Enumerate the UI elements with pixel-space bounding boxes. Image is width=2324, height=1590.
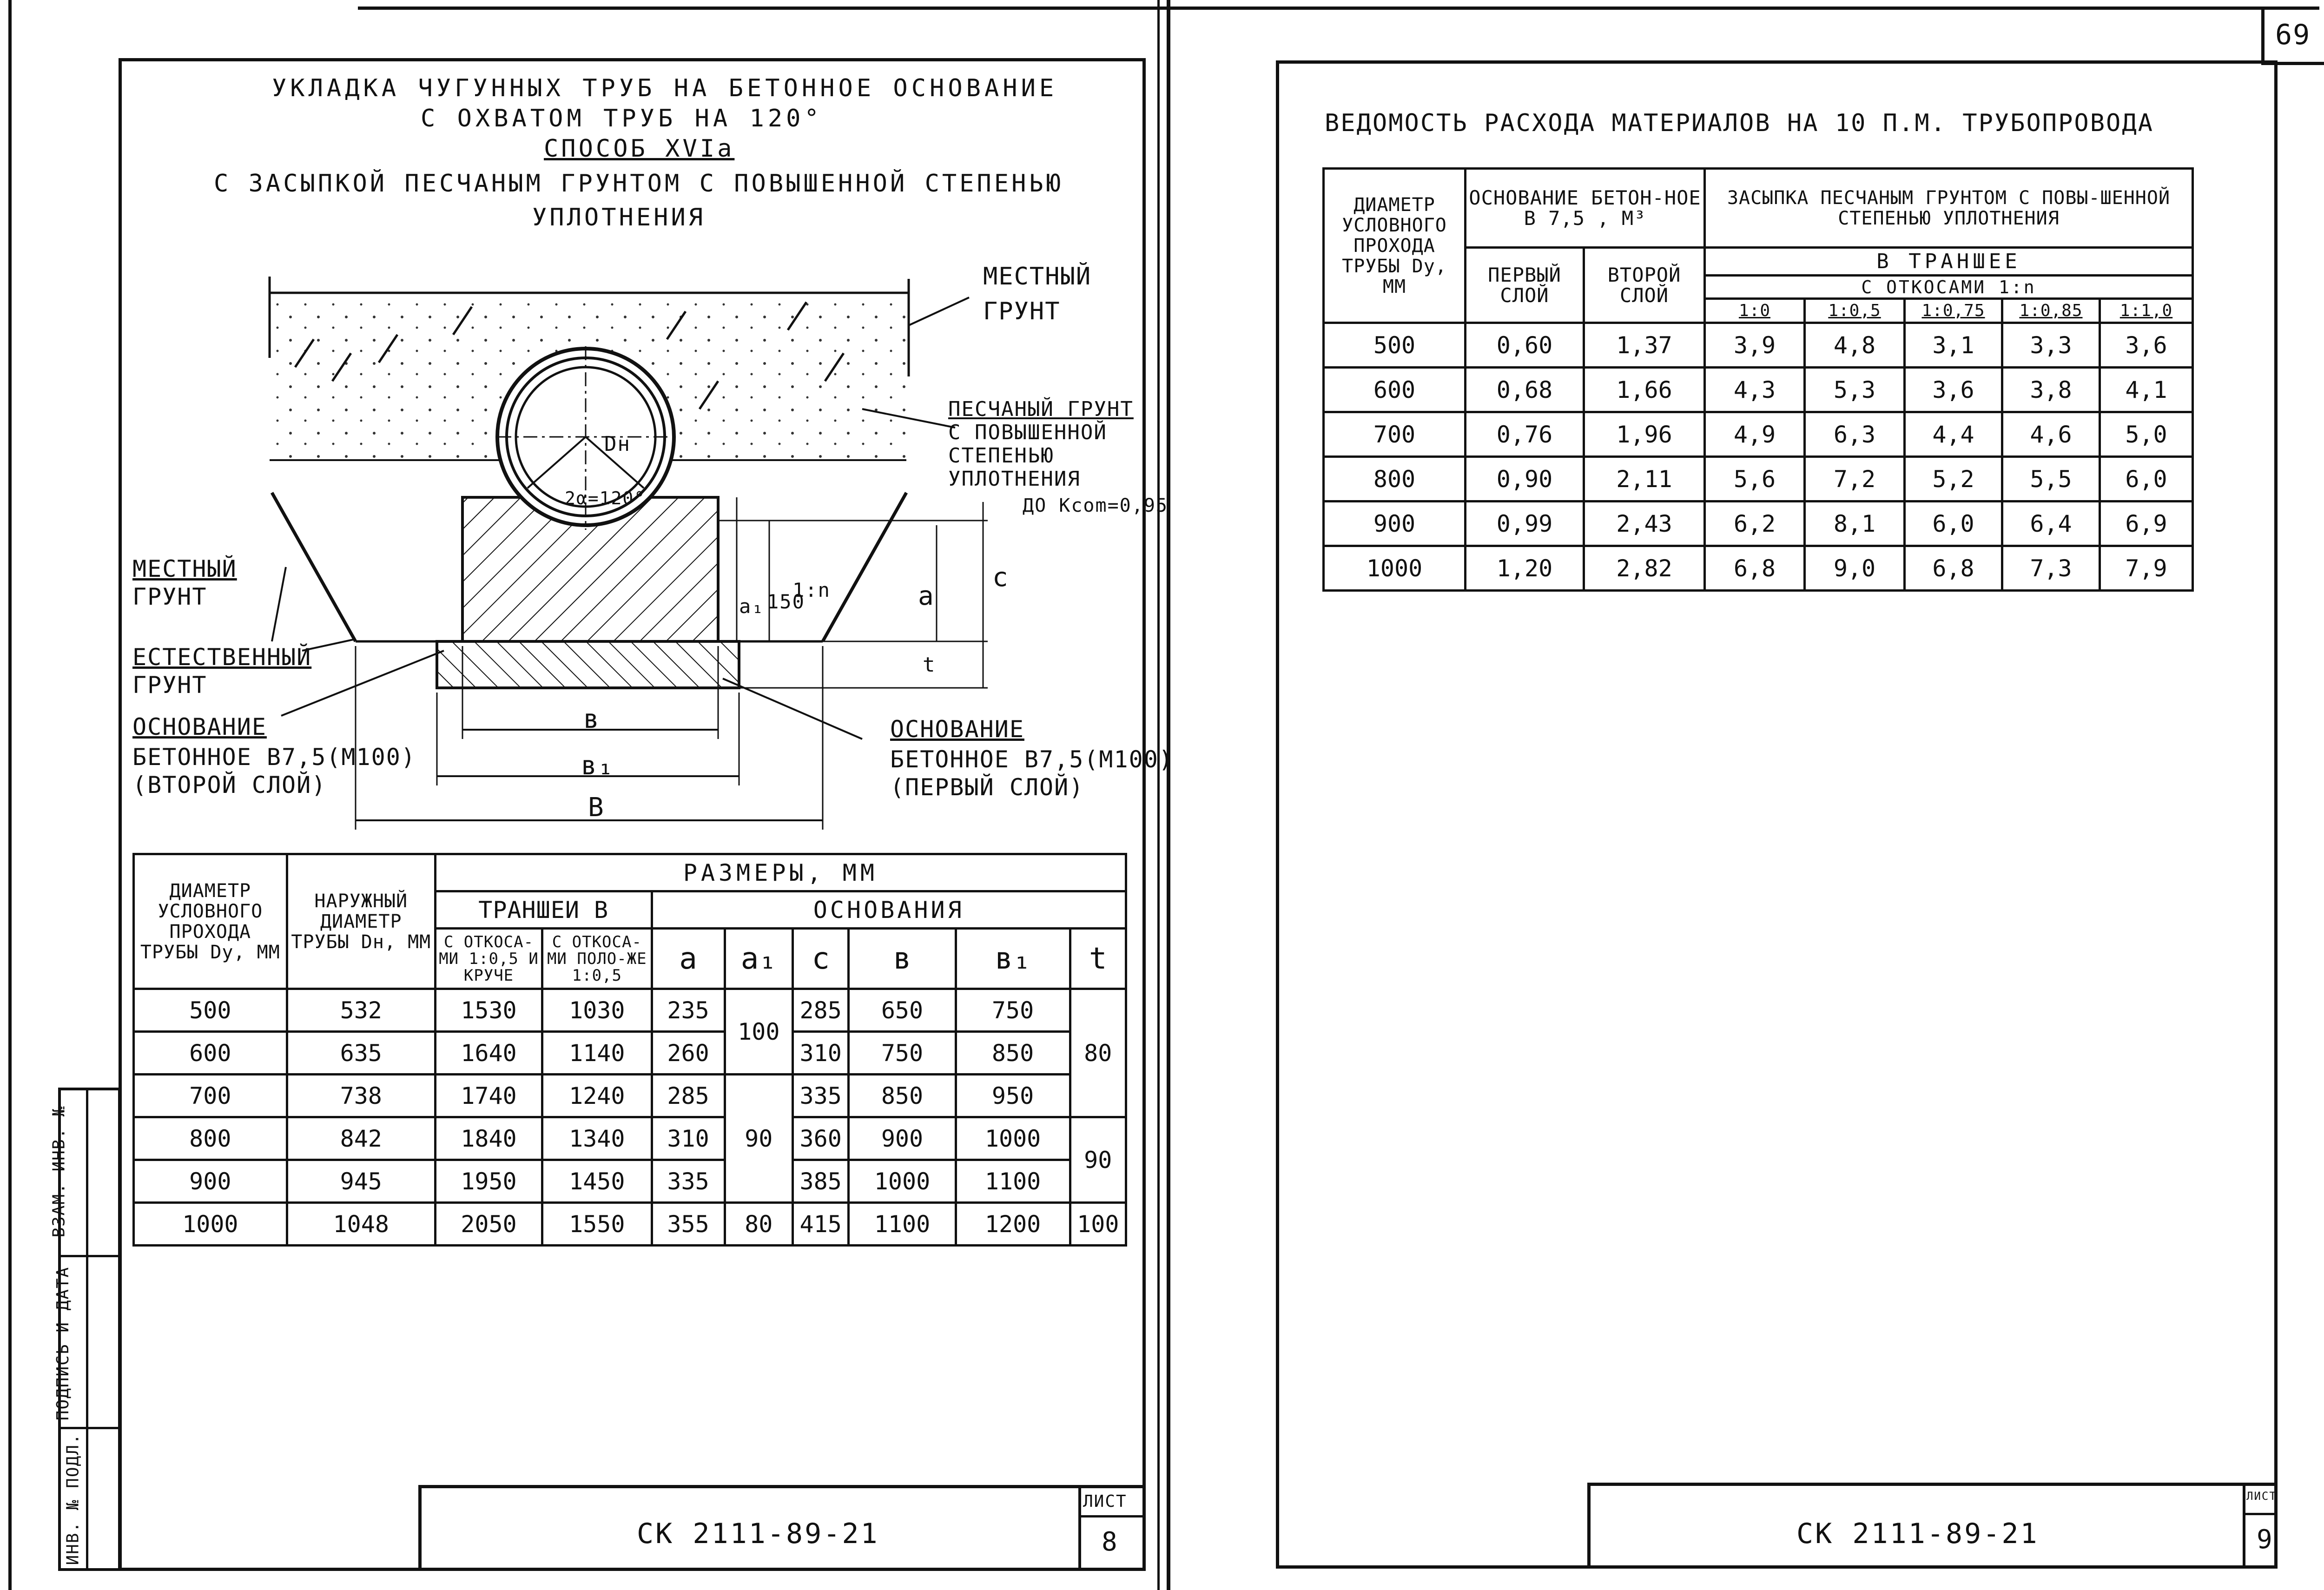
table-cell: 1530: [435, 989, 542, 1032]
table-cell: 738: [287, 1075, 435, 1117]
side-label-inventory: ИНВ. № ПОДЛ.: [63, 1433, 83, 1565]
table-cell: 7,2: [1805, 457, 1905, 501]
header-slope: 1:0,85: [2002, 299, 2100, 323]
label-sandy-soil-2: С ПОВЫШЕННОЙ: [948, 421, 1107, 444]
dim-dn: Dн: [604, 432, 631, 456]
table-cell: 1,20: [1466, 546, 1584, 591]
label-local-soil-top-2: ГРУНТ: [983, 297, 1061, 325]
table-cell: 3,9: [1705, 323, 1805, 368]
header-c: c: [793, 929, 849, 989]
table-cell: 8,1: [1805, 501, 1905, 546]
center-fold-line: [1167, 0, 1170, 1590]
right-title-block-divider: [2243, 1483, 2245, 1569]
pipe-dimensions-table: [132, 853, 1127, 1247]
table-cell: 1000: [1324, 546, 1466, 591]
table-cell: 5,3: [1805, 368, 1905, 412]
header-fill: ЗАСЫПКА ПЕСЧАНЫМ ГРУНТОМ С ПОВЫ-ШЕННОЙ СТЕПЕНЬЮ УПЛОТНЕНИЯ: [1705, 169, 2193, 248]
label-base-first-1: ОСНОВАНИЕ: [890, 716, 1024, 743]
header-dn: НАРУЖНЫЙ ДИАМЕТР ТРУБЫ Dн, ММ: [287, 854, 435, 989]
table-cell: 700: [1324, 412, 1466, 457]
table-cell: 650: [849, 989, 956, 1032]
table-cell: 5,5: [2002, 457, 2100, 501]
table-cell: 6,4: [2002, 501, 2100, 546]
table-cell: 800: [134, 1117, 287, 1160]
table-cell-t-group: 80: [1070, 989, 1126, 1117]
table-cell: 6,3: [1805, 412, 1905, 457]
table-cell: 2050: [435, 1203, 542, 1246]
table-cell: 285: [793, 989, 849, 1032]
header-base: ОСНОВАНИЯ: [652, 891, 1126, 929]
table-cell: 6,2: [1705, 501, 1805, 546]
materials-table: [1322, 167, 2194, 592]
header-trench: В ТРАНШЕЕ: [1705, 248, 2193, 276]
table-cell: 800: [1324, 457, 1466, 501]
header-dy: ДИАМЕТР УСЛОВНОГО ПРОХОДА ТРУБЫ Dу, ММ: [134, 854, 287, 989]
table-cell: 532: [287, 989, 435, 1032]
dim-slope: 1:n: [792, 579, 831, 601]
table-cell-a1-group: 100: [725, 989, 793, 1075]
table-cell: 1240: [542, 1075, 652, 1117]
label-natural-soil-1: ЕСТЕСТВЕННЫЙ: [132, 644, 312, 671]
dim-b1: в₁: [581, 751, 614, 781]
table-cell: 0,60: [1466, 323, 1584, 368]
table-cell: 1450: [542, 1160, 652, 1203]
dim-angle: 2α=120°: [565, 488, 646, 508]
left-subtitle-line1: С ЗАСЫПКОЙ ПЕСЧАНЫМ ГРУНТОМ С ПОВЫШЕННОЙ СТЕПЕНЬЮ: [214, 170, 1064, 198]
table-cell: 0,90: [1466, 457, 1584, 501]
header-t: t: [1070, 929, 1126, 989]
table-cell: 335: [652, 1160, 725, 1203]
header-trench: ТРАНШЕИ В: [435, 891, 652, 929]
header-slope: 1:0,5: [1805, 299, 1905, 323]
method-label: СПОСОБ XVIа: [544, 135, 735, 163]
table-cell: 235: [652, 989, 725, 1032]
left-title-block-hline: [1078, 1515, 1146, 1517]
table-cell: 1,96: [1584, 412, 1705, 457]
left-title-block-divider: [1078, 1485, 1081, 1571]
table-cell: 2,43: [1584, 501, 1705, 546]
table-cell: 3,3: [2002, 323, 2100, 368]
left-sheet-number: 8: [1102, 1527, 1118, 1557]
header-b: в: [849, 929, 956, 989]
right-drawing-code: СК 2111-89-21: [1796, 1517, 2039, 1550]
side-label-replaced: ВЗАМ. ИНВ. №: [49, 1105, 69, 1238]
table-cell: 850: [956, 1032, 1070, 1075]
label-sandy-soil-1: ПЕСЧАНЫЙ ГРУНТ: [948, 397, 1134, 421]
label-local-soil-left-1: МЕСТНЫЙ: [132, 555, 237, 582]
table-cell: 1640: [435, 1032, 542, 1075]
label-local-soil-left-2: ГРУНТ: [132, 583, 207, 610]
table-cell: 600: [134, 1032, 287, 1075]
side-label-signature: ПОДПИСЬ И ДАТА: [53, 1266, 73, 1421]
page-number: 69: [2275, 19, 2311, 51]
label-natural-soil-2: ГРУНТ: [132, 672, 207, 699]
table-cell-a1-group: 80: [725, 1203, 793, 1246]
table-cell: 1340: [542, 1117, 652, 1160]
table-cell: 1000: [849, 1160, 956, 1203]
left-sheet-label: ЛИСТ: [1083, 1492, 1127, 1511]
table-cell: 900: [1324, 501, 1466, 546]
label-sandy-soil-3: СТЕПЕНЬЮ: [948, 444, 1054, 468]
dim-b-big: В: [588, 792, 605, 823]
header-slope: 1:0: [1705, 299, 1805, 323]
table-cell: 1030: [542, 989, 652, 1032]
header-slopes: С ОТКОСАМИ 1:n: [1705, 276, 2193, 299]
table-cell: 3,6: [1905, 368, 2002, 412]
header-first-layer: ПЕРВЫЙ СЛОЙ: [1466, 248, 1584, 323]
table-cell: 3,6: [2100, 323, 2193, 368]
header-b1: в₁: [956, 929, 1070, 989]
header-flat: С ОТКОСА-МИ ПОЛО-ЖЕ 1:0,5: [542, 929, 652, 989]
table-cell: 0,76: [1466, 412, 1584, 457]
right-title-block-hline: [2243, 1513, 2278, 1515]
table-cell: 335: [793, 1075, 849, 1117]
table-cell: 5,0: [2100, 412, 2193, 457]
header-slope: 1:0,75: [1905, 299, 2002, 323]
table-cell: 950: [956, 1075, 1070, 1117]
table-cell: 6,8: [1705, 546, 1805, 591]
table-cell: 600: [1324, 368, 1466, 412]
table-cell: 3,1: [1905, 323, 2002, 368]
header-second-layer: ВТОРОЙ СЛОЙ: [1584, 248, 1705, 323]
table-cell: 1550: [542, 1203, 652, 1246]
table-cell: 9,0: [1805, 546, 1905, 591]
table-cell: 6,0: [1905, 501, 2002, 546]
table-cell-t-group: 100: [1070, 1203, 1126, 1246]
table-cell: 850: [849, 1075, 956, 1117]
table-cell: 260: [652, 1032, 725, 1075]
table-cell: 6,0: [2100, 457, 2193, 501]
table-cell: 1100: [956, 1160, 1070, 1203]
table-cell: 1,66: [1584, 368, 1705, 412]
header-dy: ДИАМЕТР УСЛОВНОГО ПРОХОДА ТРУБЫ Dу, ММ: [1324, 169, 1466, 323]
dim-a: a: [918, 581, 935, 611]
table-cell: 842: [287, 1117, 435, 1160]
table-cell: 4,9: [1705, 412, 1805, 457]
table-cell: 7,3: [2002, 546, 2100, 591]
table-cell: 7,9: [2100, 546, 2193, 591]
table-cell: 310: [652, 1117, 725, 1160]
table-cell: 700: [134, 1075, 287, 1117]
right-sheet-label: ЛИСТ: [2246, 1490, 2277, 1503]
label-base-first-2: БЕТОННОЕ В7,5(М100): [890, 746, 1174, 773]
header-slope: 1:1,0: [2100, 299, 2193, 323]
table-cell: 1200: [956, 1203, 1070, 1246]
header-sizes: РАЗМЕРЫ, ММ: [435, 854, 1126, 891]
dim-150: 150: [767, 590, 805, 613]
label-base-second-3: (ВТОРОЙ СЛОЙ): [132, 772, 327, 798]
table-cell: 500: [134, 989, 287, 1032]
table-cell: 900: [849, 1117, 956, 1160]
table-cell: 2,82: [1584, 546, 1705, 591]
table-cell: 6,9: [2100, 501, 2193, 546]
label-sandy-soil-4: УПЛОТНЕНИЯ: [948, 467, 1081, 491]
header-a: a: [652, 929, 725, 989]
top-rule: [358, 7, 2319, 10]
label-sandy-soil-5: ДО Kcom=0,95: [1023, 495, 1168, 516]
table-cell: 500: [1324, 323, 1466, 368]
table-cell: 1100: [849, 1203, 956, 1246]
right-sheet-number: 9: [2257, 1524, 2273, 1555]
table-cell: 4,1: [2100, 368, 2193, 412]
table-cell: 1048: [287, 1203, 435, 1246]
table-cell: 1950: [435, 1160, 542, 1203]
side-stamp-divider: [86, 1088, 88, 1571]
dim-c: c: [992, 562, 1009, 593]
table-cell: 1840: [435, 1117, 542, 1160]
table-cell: 3,8: [2002, 368, 2100, 412]
label-base-first-3: (ПЕРВЫЙ СЛОЙ): [890, 774, 1084, 801]
label-base-second-1: ОСНОВАНИЕ: [132, 713, 267, 740]
table-cell: 2,11: [1584, 457, 1705, 501]
table-cell: 5,2: [1905, 457, 2002, 501]
table-cell: 1,37: [1584, 323, 1705, 368]
dim-t: t: [923, 653, 936, 677]
side-stamp-hline-2: [58, 1427, 121, 1429]
table-cell: 1000: [956, 1117, 1070, 1160]
table-cell: 4,8: [1805, 323, 1905, 368]
right-title: ВЕДОМОСТЬ РАСХОДА МАТЕРИАЛОВ НА 10 П.М. ТРУБОПРОВОДА: [1325, 109, 2154, 137]
side-stamp-hline-1: [58, 1255, 121, 1257]
label-local-soil-top-1: МЕСТНЫЙ: [983, 263, 1092, 290]
table-cell: 5,6: [1705, 457, 1805, 501]
label-base-second-2: БЕТОННОЕ В7,5(М100): [132, 744, 416, 771]
table-cell: 0,68: [1466, 368, 1584, 412]
table-cell: 1000: [134, 1203, 287, 1246]
left-title-line2: С ОХВАТОМ ТРУБ НА 120°: [421, 105, 823, 132]
table-cell: 1740: [435, 1075, 542, 1117]
left-title-line1: УКЛАДКА ЧУГУННЫХ ТРУБ НА БЕТОННОЕ ОСНОВАНИЕ: [272, 74, 1058, 102]
table-cell: 635: [287, 1032, 435, 1075]
table-cell: 900: [134, 1160, 287, 1203]
dim-b: в: [583, 704, 600, 734]
left-margin-line: [8, 0, 12, 1590]
table-cell: 750: [849, 1032, 956, 1075]
table-cell: 4,3: [1705, 368, 1805, 412]
left-subtitle-line2: УПЛОТНЕНИЯ: [532, 204, 706, 231]
center-fold-line-2: [1157, 0, 1160, 1590]
table-cell: 750: [956, 989, 1070, 1032]
table-cell: 4,6: [2002, 412, 2100, 457]
table-cell: 360: [793, 1117, 849, 1160]
table-cell: 1140: [542, 1032, 652, 1075]
dim-a1: a₁: [739, 595, 765, 618]
header-base: ОСНОВАНИЕ БЕТОН-НОЕ В 7,5 , М³: [1466, 169, 1705, 248]
table-cell-t-group: 90: [1070, 1117, 1126, 1203]
table-cell: 4,4: [1905, 412, 2002, 457]
table-cell: 415: [793, 1203, 849, 1246]
table-cell: 310: [793, 1032, 849, 1075]
table-cell: 945: [287, 1160, 435, 1203]
table-cell: 355: [652, 1203, 725, 1246]
table-cell: 0,99: [1466, 501, 1584, 546]
header-steep: С ОТКОСА-МИ 1:0,5 И КРУЧЕ: [435, 929, 542, 989]
left-drawing-code: СК 2111-89-21: [637, 1517, 879, 1550]
table-cell: 285: [652, 1075, 725, 1117]
table-cell-a1-group: 90: [725, 1075, 793, 1203]
header-a1: a₁: [725, 929, 793, 989]
table-cell: 6,8: [1905, 546, 2002, 591]
table-cell: 385: [793, 1160, 849, 1203]
